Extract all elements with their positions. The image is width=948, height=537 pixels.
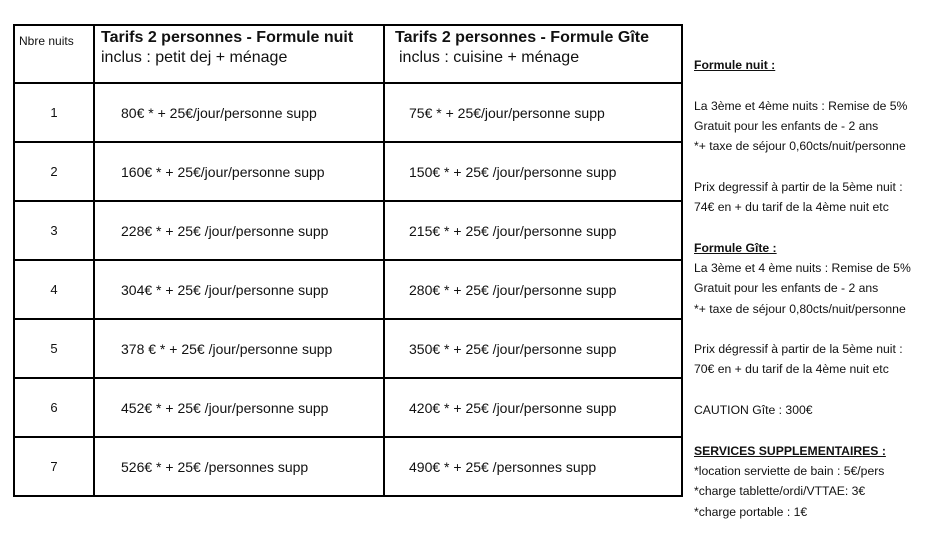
tarif-table (13, 24, 683, 497)
row-nights: 3 (14, 201, 94, 260)
notes-line: La 3ème et 4 ème nuits : Remise de 5% (694, 260, 911, 275)
row-price-nuit: 228€ * + 25€ /jour/personne supp (94, 201, 384, 260)
table-row (14, 319, 682, 378)
header-gite-sub: inclus : cuisine + ménage (399, 49, 580, 66)
row-price-gite: 490€ * + 25€ /personnes supp (384, 437, 682, 496)
notes-services-heading: SERVICES SUPPLEMENTAIRES : (694, 443, 886, 458)
row-price-nuit: 526€ * + 25€ /personnes supp (94, 437, 384, 496)
table-row (14, 142, 682, 201)
notes-line: La 3ème et 4ème nuits : Remise de 5% (694, 98, 908, 113)
table-header-row (14, 25, 682, 83)
notes-line: Gratuit pour les enfants de - 2 ans (694, 118, 879, 133)
row-nights: 2 (14, 142, 94, 201)
row-price-gite: 280€ * + 25€ /jour/personne supp (384, 260, 682, 319)
row-price-nuit: 378 € * + 25€ /jour/personne supp (94, 319, 384, 378)
row-price-gite: 75€ * + 25€/jour/personne supp (384, 83, 682, 142)
row-nights: 1 (14, 83, 94, 142)
row-price-nuit: 80€ * + 25€/jour/personne supp (94, 83, 384, 142)
notes-spacer (694, 156, 944, 176)
row-price-nuit: 160€ * + 25€/jour/personne supp (94, 142, 384, 201)
notes-nuit-heading: Formule nuit : (694, 58, 776, 72)
row-price-gite: 215€ * + 25€ /jour/personne supp (384, 201, 682, 260)
header-nuit-sub: inclus : petit dej + ménage (101, 49, 288, 66)
table-row (14, 378, 682, 437)
header-formule-nuit (94, 25, 384, 83)
row-price-nuit: 452€ * + 25€ /jour/personne supp (94, 378, 384, 437)
notes-service: *charge tablette/ordi/VTTAE: 3€ (694, 484, 866, 499)
table-row (14, 83, 682, 142)
notes-caution: CAUTION Gîte : 300€ (694, 403, 813, 418)
notes-line: *+ taxe de séjour 0,60cts/nuit/personne (694, 139, 906, 154)
notes-line: 74€ en + du tarif de la 4ème nuit etc (694, 200, 889, 215)
notes-line: Prix degressif à partir de la 5ème nuit : (694, 179, 903, 194)
row-price-gite: 150€ * + 25€ /jour/personne supp (384, 142, 682, 201)
notes-service: *location serviette de bain : 5€/pers (694, 463, 885, 478)
row-nights: 5 (14, 319, 94, 378)
row-price-gite: 420€ * + 25€ /jour/personne supp (384, 378, 682, 437)
notes-line: Gratuit pour les enfants de - 2 ans (694, 281, 879, 296)
table-row (14, 260, 682, 319)
notes-line: Prix dégressif à partir de la 5ème nuit : (694, 342, 903, 357)
notes-spacer (694, 217, 944, 237)
row-nights: 4 (14, 260, 94, 319)
header-formule-gite (384, 25, 682, 83)
row-price-nuit: 304€ * + 25€ /jour/personne supp (94, 260, 384, 319)
row-nights: 6 (14, 378, 94, 437)
notes-line: 70€ en + du tarif de la 4ème nuit etc (694, 362, 889, 377)
table-row (14, 201, 682, 260)
row-price-gite: 350€ * + 25€ /jour/personne supp (384, 319, 682, 378)
notes-spacer (694, 75, 944, 95)
header-gite-title: Tarifs 2 personnes - Formule Gîte (395, 29, 649, 46)
notes-gite-heading: Formule Gîte : (694, 240, 777, 255)
notes-service: *charge portable : 1€ (694, 504, 808, 519)
notes-panel (694, 55, 944, 522)
header-nights: Nbre nuits (14, 25, 94, 83)
header-nuit-title: Tarifs 2 personnes - Formule nuit (101, 29, 354, 46)
table-row (14, 437, 682, 496)
notes-line: *+ taxe de séjour 0,80cts/nuit/personne (694, 301, 906, 316)
notes-spacer (694, 420, 944, 440)
row-nights: 7 (14, 437, 94, 496)
notes-spacer (694, 319, 944, 339)
notes-spacer (694, 380, 944, 400)
